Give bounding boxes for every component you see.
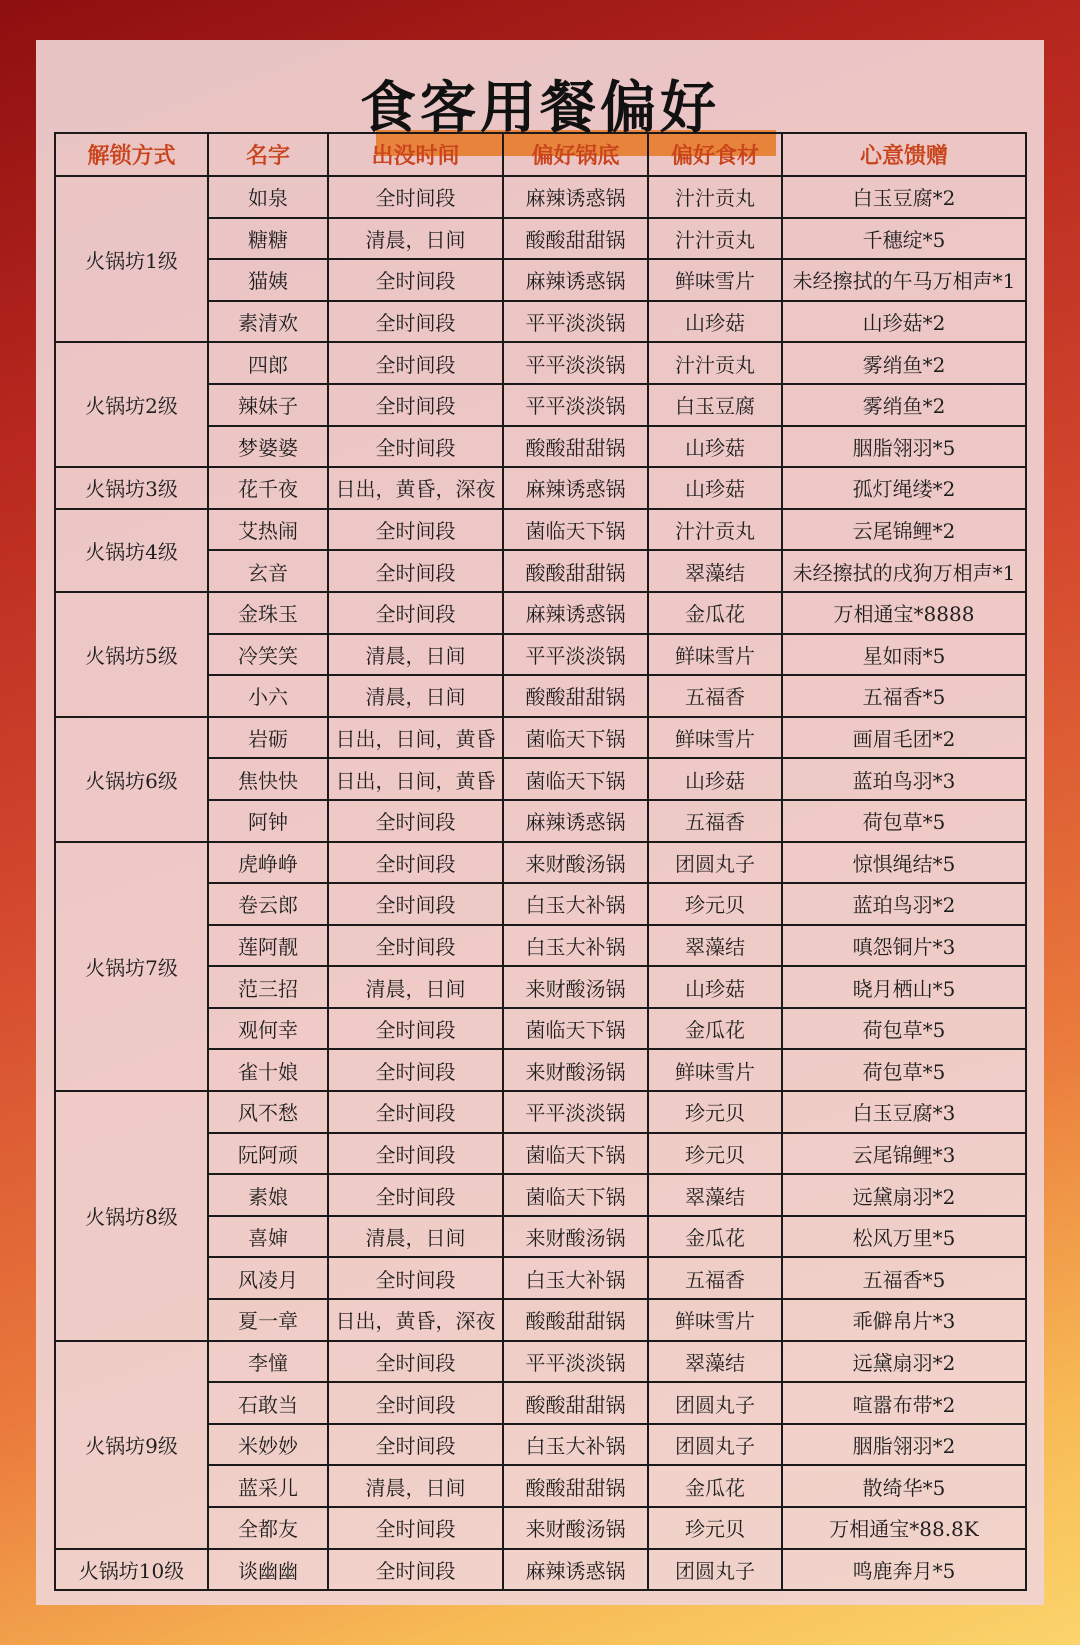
cell-gift: 孤灯绳缕*2 [782, 467, 1026, 509]
cell-ingredient: 珍元贝 [648, 1133, 782, 1175]
cell-gift: 荷包草*5 [782, 1049, 1026, 1091]
cell-time: 清晨，日间 [328, 1465, 503, 1507]
cell-time: 全时间段 [328, 1049, 503, 1091]
cell-pot: 平平淡淡锅 [503, 1091, 648, 1133]
cell-gift: 雾绡鱼*2 [782, 384, 1026, 426]
cell-ingredient: 山珍菇 [648, 426, 782, 468]
cell-time: 全时间段 [328, 1174, 503, 1216]
cell-pot: 麻辣诱惑锅 [503, 259, 648, 301]
cell-unlock: 火锅坊4级 [55, 509, 208, 592]
cell-ingredient: 翠藻结 [648, 550, 782, 592]
cell-time: 全时间段 [328, 1008, 503, 1050]
cell-name: 岩砺 [208, 717, 328, 759]
cell-time: 全时间段 [328, 301, 503, 343]
header-name: 名字 [208, 133, 328, 176]
cell-gift: 星如雨*5 [782, 634, 1026, 676]
cell-name: 四郎 [208, 342, 328, 384]
cell-pot: 菌临天下锅 [503, 509, 648, 551]
cell-name: 夏一章 [208, 1299, 328, 1341]
cell-pot: 酸酸甜甜锅 [503, 1382, 648, 1424]
cell-ingredient: 鲜味雪片 [648, 634, 782, 676]
cell-ingredient: 山珍菇 [648, 966, 782, 1008]
cell-pot: 麻辣诱惑锅 [503, 592, 648, 634]
cell-time: 日出，黄昏，深夜 [328, 467, 503, 509]
preference-table [54, 132, 1027, 1591]
cell-unlock: 火锅坊10级 [55, 1549, 208, 1591]
cell-time: 全时间段 [328, 1382, 503, 1424]
cell-pot: 平平淡淡锅 [503, 301, 648, 343]
cell-gift: 远黛扇羽*2 [782, 1174, 1026, 1216]
cell-gift: 荷包草*5 [782, 1008, 1026, 1050]
cell-ingredient: 五福香 [648, 675, 782, 717]
table-row [55, 842, 1026, 884]
cell-time: 全时间段 [328, 1133, 503, 1175]
cell-pot: 麻辣诱惑锅 [503, 800, 648, 842]
cell-unlock: 火锅坊7级 [55, 842, 208, 1092]
cell-time: 日出，日间，黄昏 [328, 758, 503, 800]
cell-gift: 乖僻帛片*3 [782, 1299, 1026, 1341]
table-row [55, 1341, 1026, 1383]
cell-time: 全时间段 [328, 1341, 503, 1383]
cell-gift: 雾绡鱼*2 [782, 342, 1026, 384]
cell-ingredient: 汁汁贡丸 [648, 342, 782, 384]
cell-pot: 来财酸汤锅 [503, 842, 648, 884]
cell-pot: 来财酸汤锅 [503, 1049, 648, 1091]
cell-pot: 酸酸甜甜锅 [503, 1299, 648, 1341]
cell-gift: 云尾锦鲤*2 [782, 509, 1026, 551]
cell-pot: 菌临天下锅 [503, 1174, 648, 1216]
cell-pot: 酸酸甜甜锅 [503, 218, 648, 260]
cell-gift: 云尾锦鲤*3 [782, 1133, 1026, 1175]
header-time: 出没时间 [328, 133, 503, 176]
cell-time: 全时间段 [328, 925, 503, 967]
cell-name: 辣妹子 [208, 384, 328, 426]
cell-gift: 万相通宝*88.8K [782, 1507, 1026, 1549]
cell-pot: 酸酸甜甜锅 [503, 550, 648, 592]
cell-gift: 白玉豆腐*2 [782, 176, 1026, 218]
cell-ingredient: 团圆丸子 [648, 1382, 782, 1424]
cell-unlock: 火锅坊2级 [55, 342, 208, 467]
cell-ingredient: 山珍菇 [648, 467, 782, 509]
cell-pot: 平平淡淡锅 [503, 1341, 648, 1383]
cell-ingredient: 汁汁贡丸 [648, 509, 782, 551]
table-row [55, 592, 1026, 634]
cell-ingredient: 山珍菇 [648, 758, 782, 800]
cell-name: 素清欢 [208, 301, 328, 343]
cell-gift: 未经擦拭的午马万相声*1 [782, 259, 1026, 301]
cell-time: 全时间段 [328, 883, 503, 925]
cell-name: 阮阿顽 [208, 1133, 328, 1175]
cell-time: 清晨，日间 [328, 218, 503, 260]
cell-pot: 平平淡淡锅 [503, 342, 648, 384]
cell-ingredient: 翠藻结 [648, 925, 782, 967]
cell-gift: 荷包草*5 [782, 800, 1026, 842]
cell-pot: 白玉大补锅 [503, 1257, 648, 1299]
cell-pot: 酸酸甜甜锅 [503, 675, 648, 717]
cell-pot: 菌临天下锅 [503, 1133, 648, 1175]
cell-pot: 菌临天下锅 [503, 758, 648, 800]
cell-name: 谈幽幽 [208, 1549, 328, 1591]
cell-gift: 画眉毛团*2 [782, 717, 1026, 759]
cell-ingredient: 鲜味雪片 [648, 717, 782, 759]
cell-pot: 麻辣诱惑锅 [503, 176, 648, 218]
cell-ingredient: 团圆丸子 [648, 1549, 782, 1591]
cell-gift: 惊惧绳结*5 [782, 842, 1026, 884]
cell-name: 卷云郎 [208, 883, 328, 925]
cell-name: 如泉 [208, 176, 328, 218]
cell-time: 全时间段 [328, 1257, 503, 1299]
cell-time: 日出，日间，黄昏 [328, 717, 503, 759]
cell-ingredient: 鲜味雪片 [648, 259, 782, 301]
cell-gift: 万相通宝*8888 [782, 592, 1026, 634]
cell-name: 小六 [208, 675, 328, 717]
cell-time: 全时间段 [328, 259, 503, 301]
header-unlock: 解锁方式 [55, 133, 208, 176]
cell-ingredient: 珍元贝 [648, 883, 782, 925]
cell-time: 全时间段 [328, 426, 503, 468]
cell-time: 全时间段 [328, 550, 503, 592]
cell-pot: 平平淡淡锅 [503, 384, 648, 426]
table-row [55, 342, 1026, 384]
cell-pot: 来财酸汤锅 [503, 1216, 648, 1258]
cell-gift: 松风万里*5 [782, 1216, 1026, 1258]
cell-gift: 蓝珀鸟羽*2 [782, 883, 1026, 925]
cell-name: 艾热闹 [208, 509, 328, 551]
table-body [55, 176, 1026, 1590]
cell-name: 花千夜 [208, 467, 328, 509]
cell-gift: 散绮华*5 [782, 1465, 1026, 1507]
cell-pot: 麻辣诱惑锅 [503, 467, 648, 509]
cell-name: 虎峥峥 [208, 842, 328, 884]
cell-ingredient: 五福香 [648, 800, 782, 842]
cell-ingredient: 翠藻结 [648, 1174, 782, 1216]
table-row [55, 1091, 1026, 1133]
cell-ingredient: 汁汁贡丸 [648, 176, 782, 218]
cell-ingredient: 翠藻结 [648, 1341, 782, 1383]
cell-pot: 菌临天下锅 [503, 717, 648, 759]
cell-name: 风不愁 [208, 1091, 328, 1133]
cell-name: 米妙妙 [208, 1424, 328, 1466]
cell-time: 全时间段 [328, 800, 503, 842]
table-row [55, 1549, 1026, 1591]
cell-time: 全时间段 [328, 176, 503, 218]
cell-ingredient: 金瓜花 [648, 1008, 782, 1050]
cell-gift: 五福香*5 [782, 1257, 1026, 1299]
cell-name: 雀十娘 [208, 1049, 328, 1091]
header-ingredient: 偏好食材 [648, 133, 782, 176]
cell-pot: 来财酸汤锅 [503, 1507, 648, 1549]
cell-time: 清晨，日间 [328, 675, 503, 717]
cell-time: 清晨，日间 [328, 966, 503, 1008]
cell-ingredient: 鲜味雪片 [648, 1049, 782, 1091]
cell-name: 焦快快 [208, 758, 328, 800]
table-row [55, 176, 1026, 218]
cell-name: 梦婆婆 [208, 426, 328, 468]
cell-unlock: 火锅坊5级 [55, 592, 208, 717]
cell-time: 全时间段 [328, 384, 503, 426]
cell-gift: 鸣鹿奔月*5 [782, 1549, 1026, 1591]
cell-pot: 白玉大补锅 [503, 883, 648, 925]
cell-unlock: 火锅坊1级 [55, 176, 208, 342]
cell-gift: 未经擦拭的戌狗万相声*1 [782, 550, 1026, 592]
cell-pot: 酸酸甜甜锅 [503, 1465, 648, 1507]
cell-ingredient: 金瓜花 [648, 1465, 782, 1507]
cell-name: 李憧 [208, 1341, 328, 1383]
cell-ingredient: 白玉豆腐 [648, 384, 782, 426]
table-row [55, 509, 1026, 551]
cell-unlock: 火锅坊6级 [55, 717, 208, 842]
cell-time: 全时间段 [328, 1507, 503, 1549]
table-row [55, 717, 1026, 759]
cell-name: 金珠玉 [208, 592, 328, 634]
cell-name: 范三招 [208, 966, 328, 1008]
cell-pot: 来财酸汤锅 [503, 966, 648, 1008]
cell-time: 全时间段 [328, 1091, 503, 1133]
cell-gift: 远黛扇羽*2 [782, 1341, 1026, 1383]
cell-gift: 嗔怨铜片*3 [782, 925, 1026, 967]
cell-ingredient: 团圆丸子 [648, 842, 782, 884]
title-wrap [36, 50, 1044, 140]
cell-name: 冷笑笑 [208, 634, 328, 676]
cell-time: 日出，黄昏，深夜 [328, 1299, 503, 1341]
cell-name: 阿钟 [208, 800, 328, 842]
cell-pot: 白玉大补锅 [503, 925, 648, 967]
cell-ingredient: 山珍菇 [648, 301, 782, 343]
cell-ingredient: 珍元贝 [648, 1507, 782, 1549]
page-title: 食客用餐偏好 [360, 76, 720, 141]
cell-name: 观何幸 [208, 1008, 328, 1050]
header-gift: 心意馈赠 [782, 133, 1026, 176]
cell-gift: 胭脂翎羽*5 [782, 426, 1026, 468]
header-pot: 偏好锅底 [503, 133, 648, 176]
cell-name: 玄音 [208, 550, 328, 592]
cell-name: 全都友 [208, 1507, 328, 1549]
cell-gift: 蓝珀鸟羽*3 [782, 758, 1026, 800]
cell-time: 清晨，日间 [328, 1216, 503, 1258]
cell-name: 喜婶 [208, 1216, 328, 1258]
cell-gift: 晓月栖山*5 [782, 966, 1026, 1008]
cell-time: 全时间段 [328, 592, 503, 634]
cell-pot: 酸酸甜甜锅 [503, 426, 648, 468]
cell-pot: 平平淡淡锅 [503, 634, 648, 676]
cell-gift: 山珍菇*2 [782, 301, 1026, 343]
cell-unlock: 火锅坊8级 [55, 1091, 208, 1341]
cell-name: 莲阿靓 [208, 925, 328, 967]
cell-ingredient: 鲜味雪片 [648, 1299, 782, 1341]
cell-pot: 菌临天下锅 [503, 1008, 648, 1050]
cell-unlock: 火锅坊9级 [55, 1341, 208, 1549]
cell-ingredient: 汁汁贡丸 [648, 218, 782, 260]
table-row [55, 467, 1026, 509]
cell-time: 全时间段 [328, 342, 503, 384]
cell-name: 糖糖 [208, 218, 328, 260]
cell-name: 风凌月 [208, 1257, 328, 1299]
cell-unlock: 火锅坊3级 [55, 467, 208, 509]
cell-time: 全时间段 [328, 842, 503, 884]
cell-ingredient: 珍元贝 [648, 1091, 782, 1133]
cell-gift: 五福香*5 [782, 675, 1026, 717]
cell-time: 全时间段 [328, 1549, 503, 1591]
cell-gift: 千穗绽*5 [782, 218, 1026, 260]
cell-pot: 白玉大补锅 [503, 1424, 648, 1466]
cell-gift: 喧嚣布带*2 [782, 1382, 1026, 1424]
cell-ingredient: 团圆丸子 [648, 1424, 782, 1466]
cell-name: 石敢当 [208, 1382, 328, 1424]
cell-ingredient: 五福香 [648, 1257, 782, 1299]
cell-name: 猫姨 [208, 259, 328, 301]
cell-time: 清晨，日间 [328, 634, 503, 676]
cell-name: 蓝采儿 [208, 1465, 328, 1507]
cell-name: 素娘 [208, 1174, 328, 1216]
cell-time: 全时间段 [328, 1424, 503, 1466]
cell-gift: 白玉豆腐*3 [782, 1091, 1026, 1133]
cell-time: 全时间段 [328, 509, 503, 551]
cell-ingredient: 金瓜花 [648, 1216, 782, 1258]
cell-pot: 麻辣诱惑锅 [503, 1549, 648, 1591]
cell-gift: 胭脂翎羽*2 [782, 1424, 1026, 1466]
cell-ingredient: 金瓜花 [648, 592, 782, 634]
